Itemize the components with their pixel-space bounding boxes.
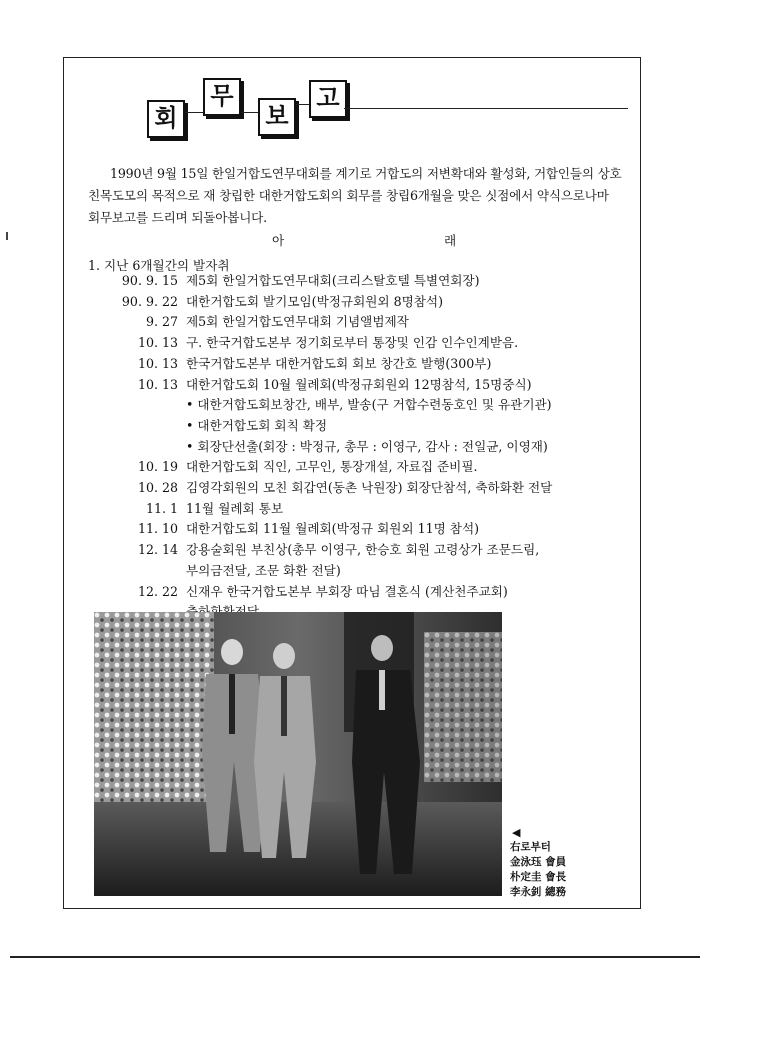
caption-line: 金泳珏 會員 (510, 856, 567, 868)
entry-date: 12. 14 (137, 542, 178, 558)
title-char-3: 보 (258, 98, 296, 136)
history-entry (94, 498, 283, 517)
history-entry (94, 581, 508, 600)
title-link (185, 112, 203, 113)
caption-arrow-icon: ◀ (512, 826, 521, 839)
history-entry (94, 311, 409, 330)
bottom-rule (10, 956, 700, 958)
history-entry (94, 291, 443, 310)
title-char-1: 회 (147, 100, 185, 138)
entry-date: 90. 9. 15 (121, 273, 178, 288)
caption-line: 右로부터 (510, 841, 551, 853)
entry-date: 10. 13 (137, 376, 178, 392)
entry-date: 10. 28 (137, 480, 178, 495)
history-entry (94, 394, 552, 413)
entry-date: 9. 27 (145, 314, 178, 330)
caption-line: 李永釗 總務 (510, 886, 567, 898)
margin-mark (6, 232, 8, 240)
entry-text: 제5회 한일거합도연무대회(크리스탈호텔 특별연회장) (186, 273, 480, 288)
entry-text: 대한거합도회 발기모임(박정규회원외 8명참석) (186, 293, 443, 309)
entry-date: 10. 13 (137, 335, 178, 351)
entry-date: 12. 22 (137, 583, 178, 599)
history-entry (94, 332, 518, 351)
title-rule (344, 108, 628, 109)
notice-left: 아 (272, 233, 285, 248)
title-link (296, 104, 310, 105)
entry-text: 신재우 한국거합도본부 부회장 따님 결혼식 (계산천주교회) (186, 583, 508, 599)
entry-text: 강용술회원 부친상(총무 이영구, 한승호 회원 고령상가 조문드림, (186, 542, 540, 558)
section-title: 1. 지난 6개월간의 발자취 (88, 258, 230, 273)
entry-date: 10. 13 (137, 355, 178, 371)
entry-text: 대한거합도회 11월 월례회(박정규 회원외 11명 참석) (186, 521, 480, 537)
history-entry (94, 456, 478, 475)
history-entry (94, 436, 548, 455)
entry-text: 대한거합도회 직인, 고무인, 통장개설, 자료집 준비필. (186, 459, 478, 475)
entry-text: 11월 월례회 통보 (186, 500, 284, 516)
entry-date: 10. 19 (137, 459, 178, 475)
title-char-4: 고 (309, 80, 347, 118)
history-entry (94, 374, 532, 393)
photo-illustration (94, 612, 502, 896)
title-char-2: 무 (203, 78, 241, 116)
entry-date: 90. 9. 22 (121, 293, 178, 309)
history-entry (94, 477, 552, 496)
notice-right: 래 (444, 233, 457, 248)
title-link (241, 112, 259, 113)
caption-line: 朴定圭 會長 (510, 871, 567, 883)
history-entry (94, 353, 491, 372)
entry-text: 구. 한국거합도본부 정기회로부터 통장및 인감 인수인계받음. (186, 335, 519, 351)
photo-caption (510, 840, 566, 900)
intro-paragraph: 1990년 9월 15일 한일거합도연무대회를 계기로 거합도의 저변확대와 활성화, 거합인들의 상호 친목도모의 목적으로 재 창립한 대한거합도회의 회무를 창립6개월을 맞은 싯점에서 약식으로나마 회무보고를 드리며 되돌아봅니다. (88, 166, 622, 225)
entry-text: • 회장단선출(회장 : 박정규, 총무 : 이영구, 감사 : 전일균, 이영재) (186, 438, 548, 454)
entry-text: 김영각회원의 모친 회갑연(동촌 낙원장) 회장단참석, 축하화환 전달 (186, 480, 553, 495)
entry-text: 대한거합도회 10월 월례회(박정규회원외 12명참석, 15명중식) (186, 376, 532, 392)
history-entry (94, 560, 341, 579)
entry-text: • 대한거합도회 회칙 확정 (186, 417, 328, 433)
group-photo (94, 612, 502, 896)
history-entry (94, 518, 479, 537)
entry-text: • 대한거합도회보창간, 배부, 발송(구 거합수련동호인 및 유관기관) (186, 397, 552, 413)
entry-date: 11. 1 (145, 500, 178, 516)
entry-date: 11. 10 (137, 521, 178, 537)
history-entry (94, 270, 480, 289)
entry-text: 한국거합도본부 대한거합도회 회보 창간호 발행(300부) (186, 355, 492, 371)
entry-text: 제5회 한일거합도연무대회 기념앨범제작 (186, 314, 409, 330)
history-entry (94, 539, 539, 558)
entry-text: 부의금전달, 조문 화환 전달) (186, 562, 341, 578)
history-entry (94, 415, 327, 434)
